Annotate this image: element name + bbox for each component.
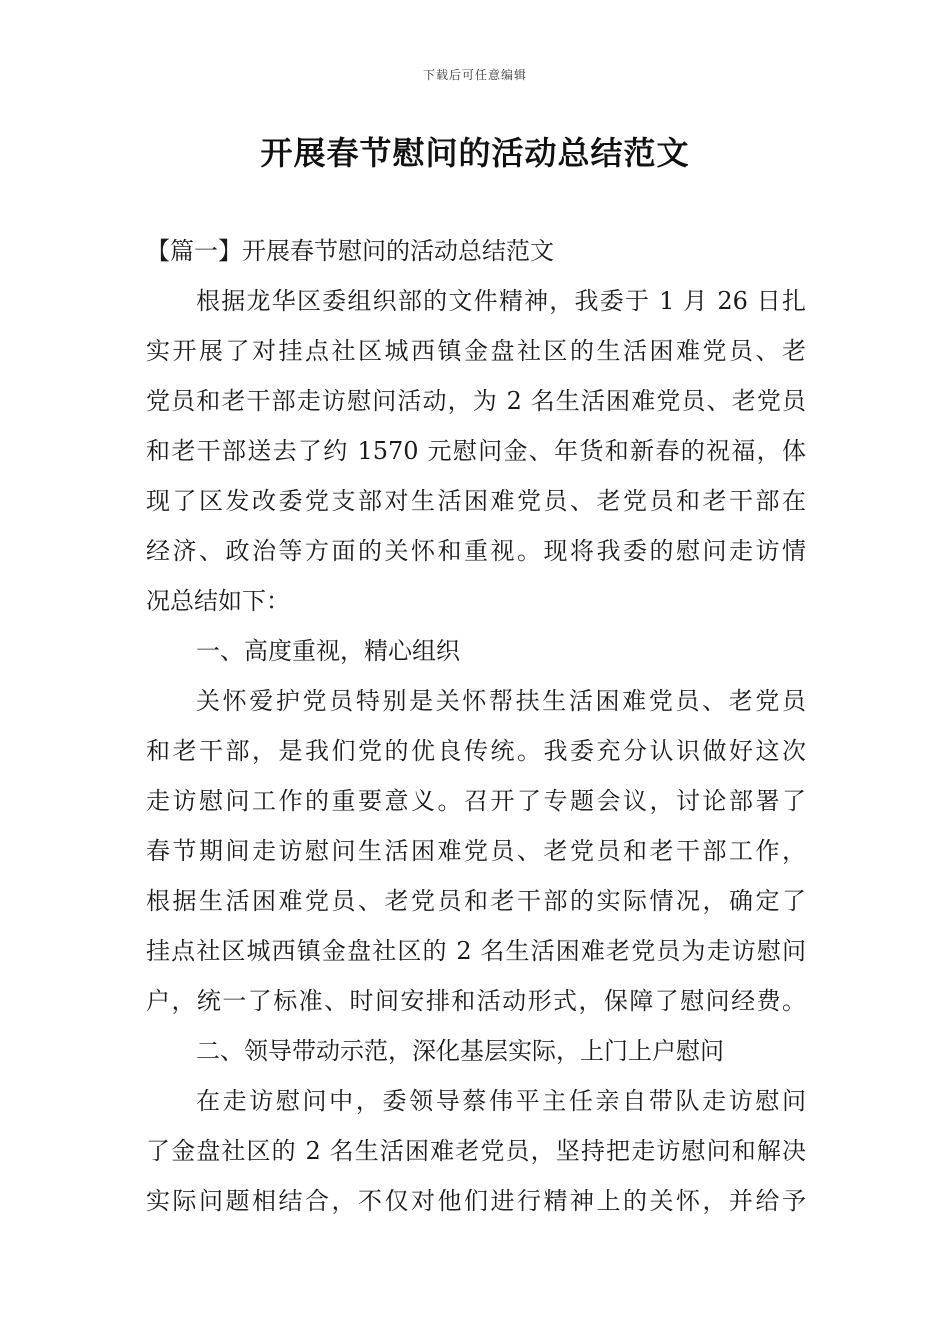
body-line: 现了区发改委党支部对生活困难党员、老党员和老干部在 [146, 487, 806, 515]
body-line: 户，统一了标准、时间安排和活动形式，保障了慰问经费。 [146, 987, 806, 1015]
body-line: 和老干部送去了约 1570 元慰问金、年货和新春的祝福，体 [146, 437, 806, 465]
body-line: 党员和老干部走访慰问活动，为 2 名生活困难党员、老党员 [146, 387, 806, 415]
section-heading: 一、高度重视，精心组织 [196, 637, 460, 665]
body-line: 根据龙华区委组织部的文件精神，我委于 1 月 26 日扎 [196, 287, 806, 315]
body-line: 实际问题相结合，不仅对他们进行精神上的关怀，并给予 [146, 1187, 806, 1215]
body-line: 挂点社区城西镇金盘社区的 2 名生活困难老党员为走访慰问 [146, 937, 806, 965]
body-line: 走访慰问工作的重要意义。召开了专题会议，讨论部署了 [146, 787, 806, 815]
header-note: 下载后可任意编辑 [422, 68, 527, 82]
body-line: 况总结如下： [146, 587, 290, 615]
body-line: 实开展了对挂点社区城西镇金盘社区的生活困难党员、老 [146, 337, 806, 365]
document-body [146, 226, 806, 1226]
body-line: 春节期间走访慰问生活困难党员、老党员和老干部工作， [146, 837, 806, 865]
body-line: 关怀爱护党员特别是关怀帮扶生活困难党员、老党员 [196, 687, 806, 715]
document-title: 开展春节慰问的活动总结范文 [260, 134, 690, 172]
section-heading: 二、领导带动示范，深化基层实际，上门上户慰问 [196, 1037, 724, 1065]
body-line: 经济、政治等方面的关怀和重视。现将我委的慰问走访情 [146, 537, 806, 565]
body-line: 和老干部，是我们党的优良传统。我委充分认识做好这次 [146, 737, 806, 765]
body-line: 了金盘社区的 2 名生活困难老党员，坚持把走访慰问和解决 [146, 1137, 806, 1165]
body-line: 【篇一】开展春节慰问的活动总结范文 [146, 237, 554, 265]
body-line: 在走访慰问中，委领导蔡伟平主任亲自带队走访慰问 [196, 1087, 806, 1115]
body-line: 根据生活困难党员、老党员和老干部的实际情况，确定了 [146, 887, 806, 915]
